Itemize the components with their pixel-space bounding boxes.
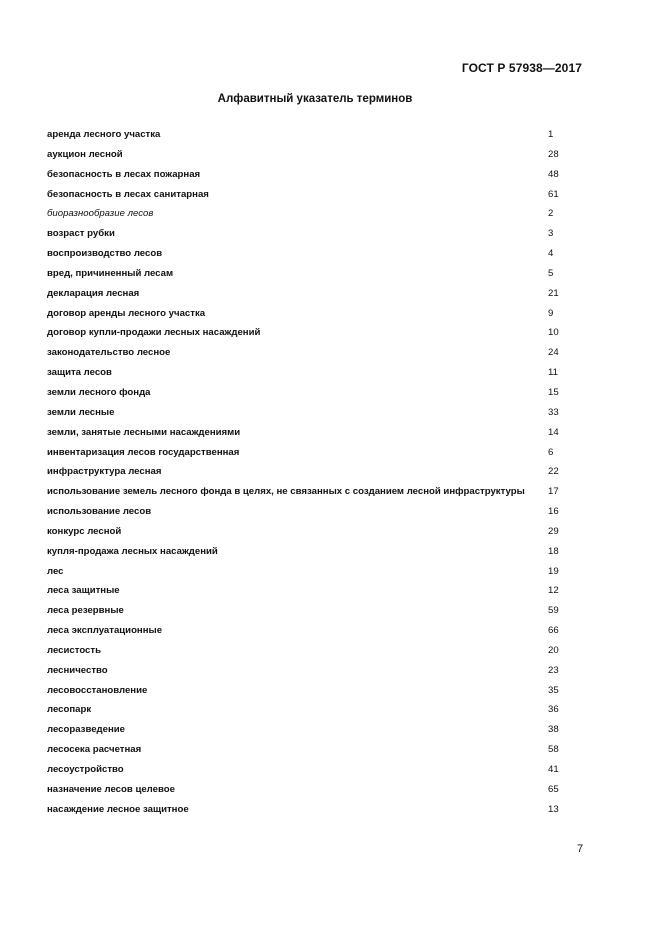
index-term-number: 16 [548,506,559,518]
index-term: воспроизводство лесов [47,248,163,260]
index-entry [47,284,572,304]
index-term-number: 3 [548,228,554,240]
index-term: безопасность в лесах санитарная [47,188,209,200]
index-entry [47,244,572,264]
index-term-number: 28 [548,148,559,160]
index-entry [47,125,572,145]
index-term: лесосека расчетная [47,744,142,756]
index-entry [47,562,572,582]
index-term-number: 19 [548,565,559,577]
index-term: лесистость [47,644,101,656]
index-entry [47,363,572,383]
index-term: леса резервные [47,605,124,617]
index-term-number: 10 [548,327,559,339]
index-term-number: 2 [548,208,554,220]
index-entry [47,482,572,502]
index-entry [47,502,572,522]
index-entry [47,403,572,423]
index-entry [47,621,572,641]
index-entry [47,780,572,800]
index-term: инфраструктура лесная [47,466,162,478]
index-term-number: 61 [548,188,559,200]
index-term: конкурс лесной [47,525,122,537]
index-term: назначение лесов целевое [47,783,175,795]
index-term: договор купли-продажи лесных насаждений [47,327,261,339]
index-term: леса эксплуатационные [47,625,163,637]
index-term: договор аренды лесного участка [47,307,206,319]
index-term-number: 17 [548,486,559,498]
index-term-number: 48 [548,168,559,180]
index-term-number: 11 [548,367,558,379]
index-term: биоразнообразие лесов [47,208,154,220]
index-entry [47,323,572,343]
index-term-number: 20 [548,644,559,656]
index-term: леса защитные [47,585,120,597]
index-term-number: 23 [548,664,559,676]
index-entry [47,720,572,740]
index-term: земли лесные [47,406,115,418]
index-term: декларация лесная [47,287,140,299]
index-term-number: 1 [548,129,554,140]
index-term-number: 66 [548,625,559,637]
document-header: ГОСТ Р 57938—2017 [461,61,582,75]
index-term-number: 12 [548,585,559,597]
index-entry [47,383,572,403]
index-entry [47,304,572,324]
index-term: вред, причиненный лесам [47,267,174,279]
index-term-number: 41 [548,764,559,775]
index-entry [47,443,572,463]
index-entry [47,740,572,760]
index-term-number: 6 [548,446,554,458]
index-term-number: 33 [548,406,559,418]
index-term-number: 5 [548,267,554,279]
index-entry [47,581,572,601]
index-term: лес [47,565,64,577]
index-term: насаждение лесное защитное [47,803,189,815]
index-entry [47,224,572,244]
index-term: лесоустройство [47,764,124,775]
index-term-number: 9 [548,307,554,319]
index-term: лесничество [47,664,108,676]
page-title: Алфавитный указатель терминов [217,93,413,105]
index-entry [47,522,572,542]
index-term: законодательство лесное [47,347,171,359]
index-term: земли лесного фонда [47,386,151,398]
index-term: возраст рубки [47,228,115,240]
index-term-number: 38 [548,724,559,736]
index-term: инвентаризация лесов государственная [47,446,240,458]
index-entry [47,165,572,185]
index-term-number: 13 [548,803,559,815]
index-term-number: 35 [548,684,559,696]
index-entry [47,264,572,284]
index-entry [47,700,572,720]
index-term-number: 65 [548,783,559,795]
index-term-number: 18 [548,545,559,557]
index-entry [47,204,572,224]
index-entry [47,542,572,562]
index-term-number: 24 [548,347,559,359]
index-term-number: 58 [548,744,559,756]
index-term: лесопарк [47,704,92,716]
index-entry [47,601,572,621]
index-entry [47,800,572,820]
index-term: использование земель лесного фонда в целях, не связанных с созданием лесной инфраструктуры [47,486,525,498]
index-entry [47,145,572,165]
index-entry [47,185,572,205]
index-term-number: 36 [548,704,559,716]
index-term-number: 29 [548,525,559,537]
page-number: 7 [577,843,584,855]
index-entry [47,641,572,661]
index-entry [47,760,572,780]
index-term-number: 22 [548,466,559,478]
index-term: безопасность в лесах пожарная [47,168,201,180]
index-term-number: 14 [548,426,559,438]
index-entry [47,462,572,482]
index-term: аренда лесного участка [47,129,161,140]
index-term: защита лесов [47,367,112,379]
index-term: аукцион лесной [47,148,123,160]
index-term: лесоразведение [47,724,126,736]
index-term-number: 15 [548,386,559,398]
index-term-number: 59 [548,605,559,617]
index-entry [47,661,572,681]
index-term: лесовосстановление [47,684,148,696]
index-term-number: 4 [548,248,554,260]
index-entry [47,681,572,701]
index-term: земли, занятые лесными насаждениями [47,426,241,438]
index-term: использование лесов [47,506,152,518]
index-term: купля-продажа лесных насаждений [47,545,218,557]
index-term-number: 21 [548,287,559,299]
index-entry [47,423,572,443]
index-entry [47,343,572,363]
term-index-list [47,125,572,820]
